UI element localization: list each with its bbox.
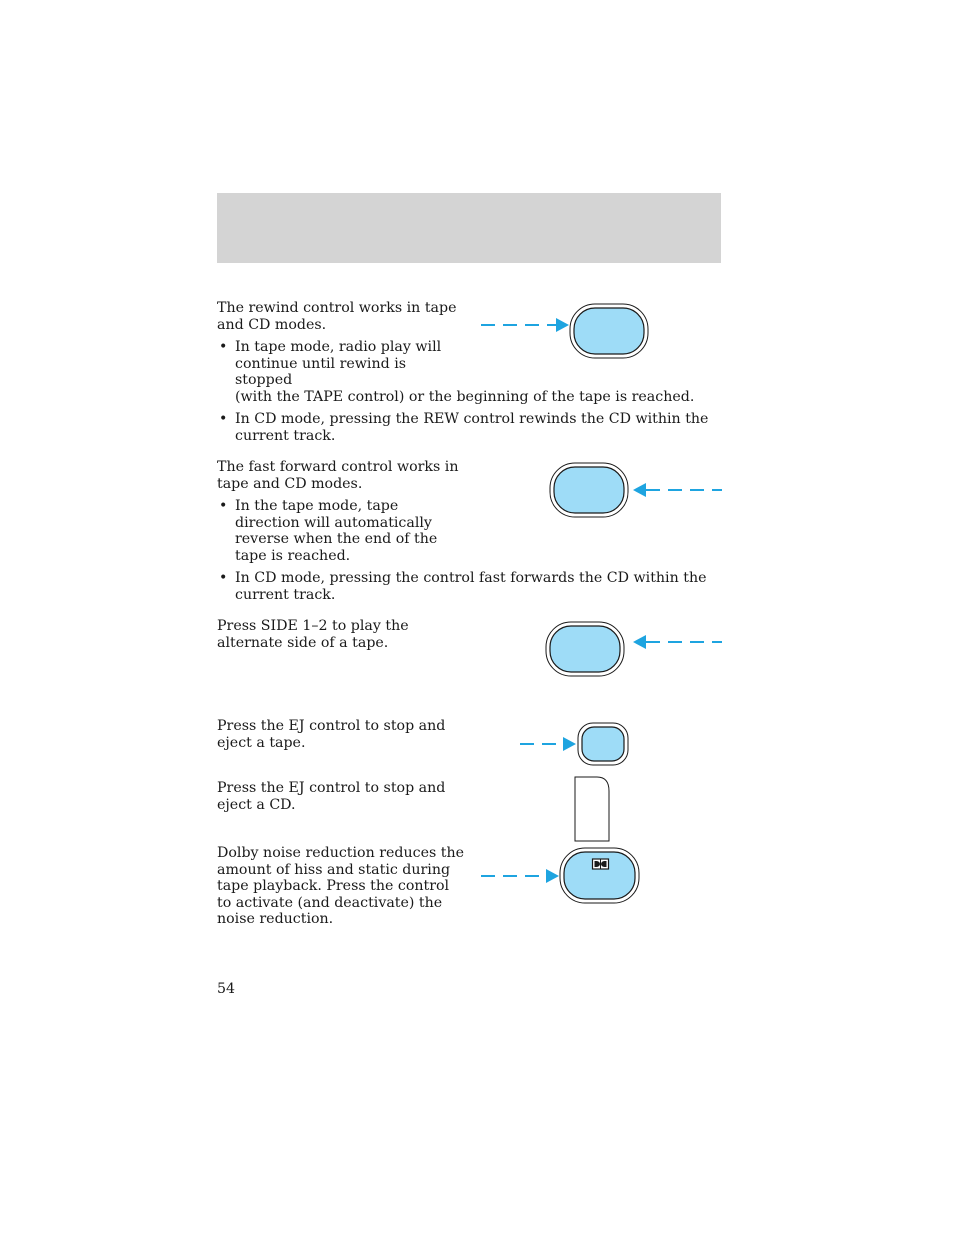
eject-tape-button-figure xyxy=(518,721,632,769)
side-arrow-head xyxy=(633,635,646,649)
dolby-button-figure xyxy=(478,846,642,906)
side-section xyxy=(217,618,467,651)
side-button-figure xyxy=(544,620,724,678)
rewind-button[interactable] xyxy=(574,308,644,354)
rewind-button-figure xyxy=(478,302,652,360)
rewind-arrow-head xyxy=(556,318,569,332)
eject-tape-section xyxy=(217,718,467,751)
eject-tape-button[interactable] xyxy=(582,727,624,761)
dolby-section xyxy=(217,845,467,928)
side-text: Press SIDE 1–2 to play the alternate side of a tape. xyxy=(217,618,409,651)
eject-cd-text: Press the EJ control to stop and eject a CD. xyxy=(217,780,446,813)
dolby-text: Dolby noise reduction reduces the amount of hiss and static during tape playback. Press the control to activate (and deactivate) the noise reduction. xyxy=(217,845,464,927)
fast-forward-button[interactable] xyxy=(554,467,624,513)
rewind-bullet-tape-continued: (with the TAPE control) or the beginning of the tape is reached. xyxy=(235,388,695,405)
dolby-arrow-head xyxy=(546,869,559,883)
eject-tape-arrow-head xyxy=(563,737,576,751)
side-button[interactable] xyxy=(550,626,620,672)
page-number: 54 xyxy=(217,981,236,997)
fast-forward-bullet-tape: • In the tape mode, tape direction will automatically reverse when the end of the tape is reached. xyxy=(217,498,460,564)
fast-forward-intro: The fast forward control works in tape and CD modes. xyxy=(217,459,459,492)
fast-forward-button-figure xyxy=(548,461,724,519)
eject-tape-text: Press the EJ control to stop and eject a tape. xyxy=(217,718,446,751)
eject-cd-button[interactable] xyxy=(575,777,609,841)
eject-cd-button-figure xyxy=(572,775,612,845)
rewind-bullet-cd: • In CD mode, pressing the REW control rewinds the CD within the current track. xyxy=(217,411,725,444)
rewind-intro: The rewind control works in tape and CD modes. xyxy=(217,300,457,333)
rewind-bullet-tape-text: • In tape mode, radio play will continue until rewind is stopped xyxy=(235,339,442,388)
fast-forward-arrow-head xyxy=(633,483,646,497)
eject-cd-section xyxy=(217,780,467,813)
fast-forward-bullet-cd: • In CD mode, pressing the control fast forwards the CD within the current track. xyxy=(217,570,725,603)
section-header-bar xyxy=(217,193,721,263)
dolby-double-d-icon xyxy=(593,859,609,869)
